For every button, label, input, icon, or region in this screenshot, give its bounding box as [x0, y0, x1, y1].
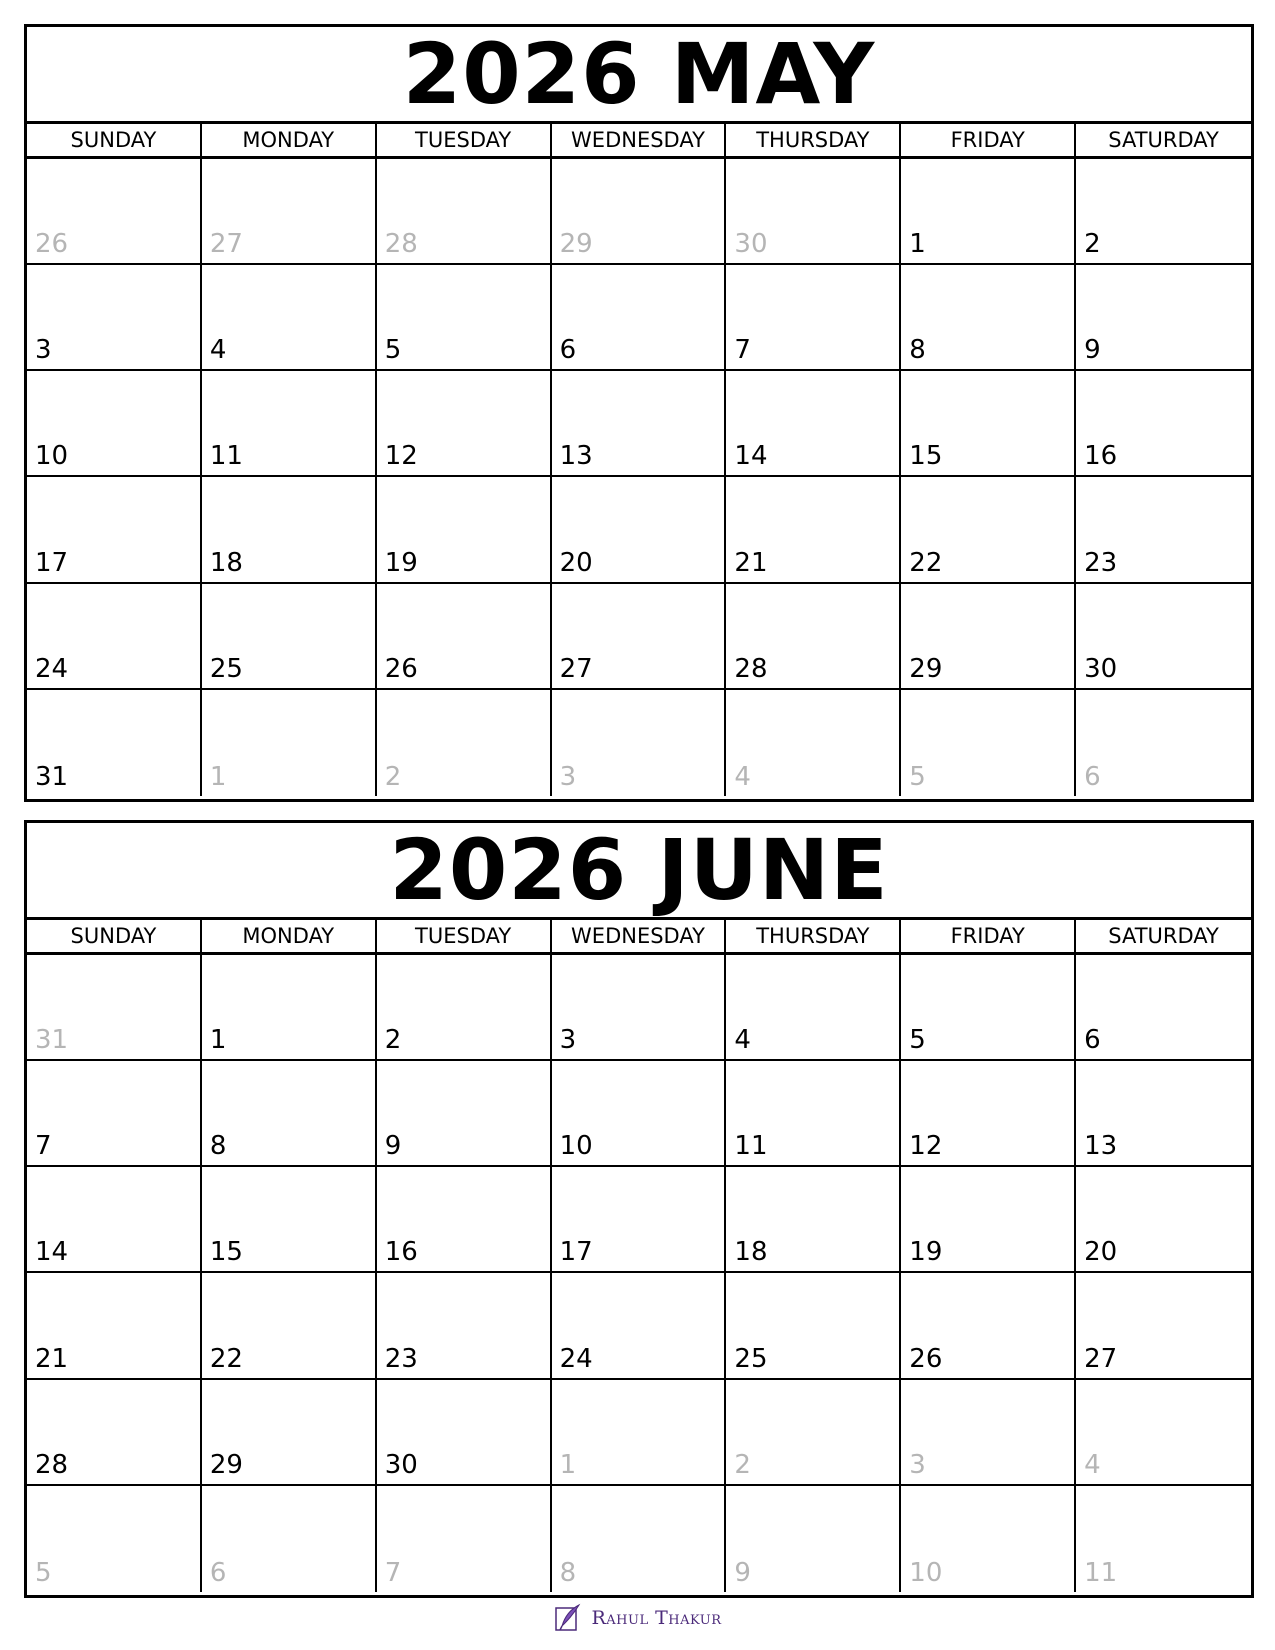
day-number: 6 [559, 335, 577, 366]
day-number: 12 [909, 1131, 943, 1162]
weekday-label: SUNDAY [27, 124, 202, 156]
day-number: 21 [35, 1343, 69, 1374]
day-cell-outside-month [202, 159, 377, 265]
day-cell [726, 955, 901, 1061]
day-number: 3 [909, 1449, 926, 1480]
day-cell [726, 584, 901, 690]
day-number: 5 [909, 1025, 926, 1056]
day-cell [377, 1380, 552, 1486]
day-cell [202, 584, 377, 690]
day-number: 28 [734, 653, 768, 684]
weekday-label: FRIDAY [901, 124, 1076, 156]
weekday-label: THURSDAY [726, 920, 901, 952]
day-cell [1076, 955, 1251, 1061]
day-cell [377, 1273, 552, 1379]
day-number: 2 [384, 761, 402, 792]
day-cell [552, 1167, 727, 1273]
day-number: 31 [35, 1025, 69, 1056]
day-cell-outside-month [377, 1486, 552, 1592]
day-number: 6 [1084, 761, 1101, 792]
day-number: 16 [1084, 441, 1118, 472]
day-cell [27, 1061, 202, 1167]
day-number: 31 [35, 761, 69, 792]
day-number: 14 [734, 441, 768, 472]
day-cell [1076, 1061, 1251, 1167]
day-number: 27 [559, 653, 593, 684]
day-cell [377, 1061, 552, 1167]
day-cell [552, 477, 727, 583]
weekday-label: FRIDAY [901, 920, 1076, 952]
day-number: 2 [384, 1025, 402, 1056]
day-cell [27, 1273, 202, 1379]
month-title: 2026 MAY [402, 25, 876, 123]
day-number: 12 [384, 441, 418, 472]
day-number: 4 [209, 335, 227, 366]
weekday-label: TUESDAY [377, 124, 552, 156]
day-cell [901, 1061, 1076, 1167]
day-number: 1 [559, 1449, 577, 1480]
day-cell-outside-month [377, 690, 552, 796]
day-cell [901, 955, 1076, 1061]
day-number: 25 [734, 1343, 768, 1374]
day-number: 6 [209, 1557, 227, 1588]
day-number: 11 [209, 441, 243, 472]
day-number: 5 [909, 761, 926, 792]
day-number: 8 [209, 1131, 227, 1162]
day-number: 17 [35, 547, 69, 578]
day-cell [901, 477, 1076, 583]
day-number: 28 [35, 1449, 69, 1480]
day-cell [901, 159, 1076, 265]
day-cell [377, 371, 552, 477]
weekday-label: MONDAY [202, 124, 377, 156]
day-cell [1076, 371, 1251, 477]
day-cell [552, 371, 727, 477]
day-cell [1076, 1273, 1251, 1379]
day-number: 3 [559, 761, 577, 792]
day-cell [202, 1380, 377, 1486]
day-cell [202, 1061, 377, 1167]
brand-name: Rahul Thakur [591, 1607, 722, 1629]
weekday-header-row [27, 124, 1251, 159]
day-cell [1076, 584, 1251, 690]
day-number: 29 [559, 229, 593, 260]
day-cell [901, 1167, 1076, 1273]
day-cell [552, 955, 727, 1061]
day-number: 13 [1084, 1131, 1118, 1162]
weekday-label: SATURDAY [1108, 924, 1219, 948]
day-number: 17 [559, 1237, 593, 1268]
day-number: 26 [384, 653, 418, 684]
day-cell [377, 477, 552, 583]
day-number: 26 [909, 1343, 943, 1374]
day-number: 2 [1084, 229, 1101, 260]
day-cell [27, 477, 202, 583]
day-cell [901, 265, 1076, 371]
day-number: 11 [734, 1131, 768, 1162]
day-number: 10 [909, 1557, 943, 1588]
day-number: 25 [209, 653, 243, 684]
day-cell-outside-month [552, 159, 727, 265]
day-number: 8 [909, 335, 926, 366]
calendar-header [27, 823, 1251, 920]
day-number: 6 [1084, 1025, 1101, 1056]
calendar-header [27, 27, 1251, 124]
day-number: 23 [384, 1343, 418, 1374]
day-cell [377, 1167, 552, 1273]
day-cell-outside-month [1076, 1380, 1251, 1486]
day-number: 26 [35, 229, 69, 260]
day-cell [726, 1273, 901, 1379]
day-cell-outside-month [1076, 1486, 1251, 1592]
day-number: 18 [734, 1237, 768, 1268]
day-number: 18 [209, 547, 243, 578]
day-number: 9 [1084, 335, 1101, 366]
weekday-header-row [27, 920, 1251, 955]
day-number: 10 [35, 441, 69, 472]
weekday-label: WEDNESDAY [552, 124, 727, 156]
day-cell [202, 1273, 377, 1379]
day-number: 29 [909, 653, 943, 684]
day-cell [202, 477, 377, 583]
day-cell-outside-month [901, 1380, 1076, 1486]
weekday-label: THURSDAY [726, 124, 901, 156]
day-number: 20 [1084, 1237, 1118, 1268]
day-cell [377, 265, 552, 371]
day-cell [1076, 159, 1251, 265]
day-number: 4 [734, 1025, 751, 1056]
day-cell [726, 1061, 901, 1167]
day-number: 22 [209, 1343, 243, 1374]
day-number: 7 [734, 335, 751, 366]
day-cell [202, 265, 377, 371]
day-cell-outside-month [202, 1486, 377, 1592]
day-number: 14 [35, 1237, 69, 1268]
day-number: 19 [384, 547, 418, 578]
day-cell-outside-month [552, 690, 727, 796]
day-cell [1076, 1167, 1251, 1273]
day-cell-outside-month [726, 1380, 901, 1486]
day-cell [552, 584, 727, 690]
day-number: 4 [1084, 1449, 1101, 1480]
day-number: 1 [209, 761, 227, 792]
day-cell [202, 1167, 377, 1273]
day-number: 30 [384, 1449, 418, 1480]
day-cell [552, 265, 727, 371]
weekday-label: MONDAY [202, 920, 377, 952]
day-cell-outside-month [1076, 690, 1251, 796]
day-number: 27 [1084, 1343, 1118, 1374]
day-grid [27, 955, 1251, 1592]
day-cell [377, 584, 552, 690]
day-number: 1 [909, 229, 926, 260]
day-number: 7 [35, 1131, 52, 1162]
day-cell [27, 1380, 202, 1486]
day-number: 20 [559, 547, 593, 578]
day-number: 8 [559, 1557, 577, 1588]
day-number: 9 [384, 1131, 402, 1162]
day-cell-outside-month [202, 690, 377, 796]
day-cell-outside-month [726, 690, 901, 796]
day-number: 13 [559, 441, 593, 472]
day-number: 22 [909, 547, 943, 578]
day-number: 21 [734, 547, 768, 578]
day-cell-outside-month [27, 955, 202, 1061]
month-title: 2026 JUNE [389, 821, 889, 919]
day-number: 10 [559, 1131, 593, 1162]
day-number: 3 [35, 335, 52, 366]
day-cell [726, 477, 901, 583]
weekday-label: WEDNESDAY [552, 920, 727, 952]
day-cell-outside-month [726, 159, 901, 265]
day-number: 9 [734, 1557, 751, 1588]
day-number: 24 [35, 653, 69, 684]
day-cell [202, 371, 377, 477]
day-cell [726, 1167, 901, 1273]
weekday-label: SATURDAY [1108, 128, 1219, 152]
day-cell [27, 1167, 202, 1273]
feather-pen-icon [553, 1603, 583, 1633]
day-cell [726, 265, 901, 371]
day-cell [27, 584, 202, 690]
day-grid [27, 159, 1251, 796]
day-cell-outside-month [901, 690, 1076, 796]
day-cell-outside-month [901, 1486, 1076, 1592]
day-cell [726, 371, 901, 477]
day-cell [27, 690, 202, 796]
day-cell [901, 371, 1076, 477]
day-number: 23 [1084, 547, 1118, 578]
calendar-june [24, 820, 1254, 1598]
weekday-label: TUESDAY [377, 920, 552, 952]
day-number: 15 [909, 441, 943, 472]
day-number: 28 [384, 229, 418, 260]
day-number: 29 [209, 1449, 243, 1480]
day-cell [901, 1273, 1076, 1379]
day-cell [552, 1273, 727, 1379]
footer-brand [0, 1603, 1275, 1633]
day-number: 19 [909, 1237, 943, 1268]
day-cell [1076, 265, 1251, 371]
day-number: 16 [384, 1237, 418, 1268]
day-number: 3 [559, 1025, 577, 1056]
day-number: 1 [209, 1025, 227, 1056]
day-cell [901, 584, 1076, 690]
day-number: 30 [1084, 653, 1118, 684]
day-cell [1076, 477, 1251, 583]
day-number: 7 [384, 1557, 402, 1588]
day-cell-outside-month [27, 1486, 202, 1592]
day-number: 30 [734, 229, 768, 260]
day-cell-outside-month [377, 159, 552, 265]
day-number: 4 [734, 761, 751, 792]
day-cell [27, 371, 202, 477]
day-cell-outside-month [552, 1486, 727, 1592]
day-cell [202, 955, 377, 1061]
day-number: 2 [734, 1449, 751, 1480]
weekday-label: SUNDAY [27, 920, 202, 952]
day-cell-outside-month [726, 1486, 901, 1592]
day-number: 5 [35, 1557, 52, 1588]
calendar-may [24, 24, 1254, 802]
day-number: 24 [559, 1343, 593, 1374]
day-number: 11 [1084, 1557, 1118, 1588]
day-number: 5 [384, 335, 402, 366]
day-cell-outside-month [27, 159, 202, 265]
day-cell [27, 265, 202, 371]
day-number: 15 [209, 1237, 243, 1268]
day-cell-outside-month [552, 1380, 727, 1486]
day-number: 27 [209, 229, 243, 260]
day-cell [377, 955, 552, 1061]
day-cell [552, 1061, 727, 1167]
